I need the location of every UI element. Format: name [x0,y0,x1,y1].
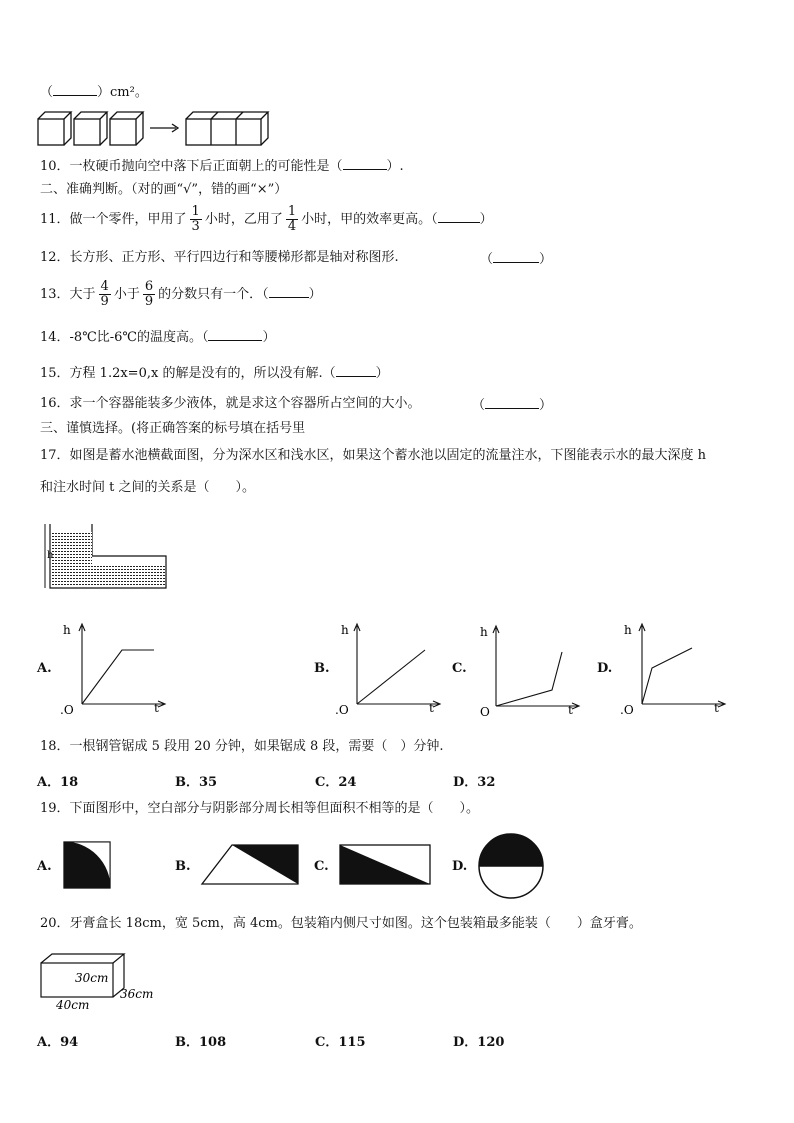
q18-option-c[interactable]: C．24 [315,775,357,790]
reservoir-cross-section [40,518,170,592]
question-10: 10．一枚硬币抛向空中落下后正面朝上的可能性是（ ）. [40,159,404,174]
q19-option-a-figure[interactable] [62,840,114,892]
answer-blank[interactable] [269,285,309,298]
depth-label: h [47,550,54,561]
q17-option-a-graph[interactable] [58,620,173,718]
q17-option-c-letter[interactable]: C. [452,661,467,676]
q19-option-b-figure[interactable] [198,842,302,888]
q18-option-a[interactable]: A．18 [37,775,79,790]
q20-option-c[interactable]: C．115 [315,1035,366,1050]
fraction-four-ninths: $\frac{4}{9}$ [100,279,109,309]
q17-option-a-letter[interactable]: A. [37,661,52,676]
question-11: 11．做一个零件，甲用了 $\frac{1}{3}$ 小时，乙用了 $\frac{1}{4}$ 小时，甲的效率更高。（ ） [40,204,493,234]
answer-blank[interactable] [485,396,539,409]
svg-text:t: t [429,701,434,715]
svg-text:t: t [154,701,159,715]
question-17-line-1: 17．如图是蓄水池横截面图，分为深水区和浅水区，如果这个蓄水池以固定的流量注水，下图能表示水的最大深度 h [40,448,707,463]
fraction-one-fourth: $\frac{1}{4}$ [287,204,297,234]
q17-option-d-graph[interactable] [618,620,733,718]
q18-option-d[interactable]: D．32 [453,775,496,790]
q18-option-b[interactable]: B．35 [175,775,218,790]
packing-box-figure [38,950,168,1012]
svg-text:t: t [568,703,573,717]
svg-text:t: t [714,701,719,715]
question-17-line-2: 和注水时间 t 之间的关系是（ ）。 [40,480,255,495]
svg-text:.O: .O [60,703,74,717]
fraction-six-ninths: $\frac{6}{9}$ [144,279,154,309]
q19-option-d-letter[interactable]: D. [452,859,468,874]
q19-option-a-letter[interactable]: A. [37,859,52,874]
svg-text:.O: .O [620,703,634,717]
answer-blank[interactable] [438,210,480,223]
q17-option-b-letter[interactable]: B. [314,661,330,676]
section-3-title: 三、谨慎选择。(将正确答案的标号填在括号里 [40,421,306,436]
question-15: 15．方程 1.2x=0,x 的解是没有的，所以没有解.（ ） [40,366,389,381]
q20-option-b[interactable]: B．108 [175,1035,227,1050]
answer-blank[interactable] [208,328,262,341]
height-label: 30cm [75,971,109,985]
question-18: 18．一根钢管锯成 5 段用 20 分钟，如果锯成 8 段，需要（ ）分钟. [40,739,444,754]
question-19: 19．下面图形中，空白部分与阴影部分周长相等但面积不相等的是（ ）。 [40,801,480,816]
q17-option-b-graph[interactable] [333,620,448,718]
cubes-figure [36,110,276,148]
q9-answer-line: （ ）cm²。 [40,85,148,100]
q19-option-d-figure[interactable] [474,832,548,900]
length-label: 40cm [56,998,90,1012]
q17-option-c-graph[interactable] [472,620,587,718]
question-16: 16．求一个容器能装多少液体，就是求这个容器所占空间的大小。 [40,396,421,411]
fraction-one-third: $\frac{1}{3}$ [191,204,200,234]
question-16-answer: （ ） [472,398,553,413]
q19-option-c-letter[interactable]: C. [314,859,329,874]
q17-option-d-letter[interactable]: D. [597,661,613,676]
svg-text:O: O [480,705,490,718]
svg-text:.O: .O [335,703,349,717]
answer-blank[interactable] [493,250,539,263]
q19-option-c-figure[interactable] [338,843,433,887]
svg-text:h: h [341,623,349,637]
answer-blank[interactable] [53,83,97,96]
question-13: 13．大于 $\frac{4}{9}$ 小于 $\frac{6}{9}$ 的分数只有一个．（ ） [40,279,322,309]
answer-blank[interactable] [343,157,387,170]
section-2-title: 二、准确判断。（对的画“√”，错的画“×”） [40,182,288,197]
question-20: 20．牙膏盒长 18cm，宽 5cm，高 4cm。包装箱内侧尺寸如图。这个包装箱最多能装（ ）盒牙膏。 [40,916,642,931]
svg-text:h: h [624,623,632,637]
q20-option-d[interactable]: D．120 [453,1035,505,1050]
question-14: 14．-8℃比-6℃的温度高。（ ） [40,330,276,345]
question-12-answer: （ ） [480,252,553,267]
svg-text:h: h [480,625,488,639]
svg-text:h: h [63,623,71,637]
width-label: 36cm [120,987,154,1001]
q19-option-b-letter[interactable]: B. [175,859,191,874]
q20-option-a[interactable]: A．94 [37,1035,79,1050]
answer-blank[interactable] [336,364,376,377]
question-12: 12．长方形、正方形、平行四边行和等腰梯形都是轴对称图形. [40,250,399,265]
